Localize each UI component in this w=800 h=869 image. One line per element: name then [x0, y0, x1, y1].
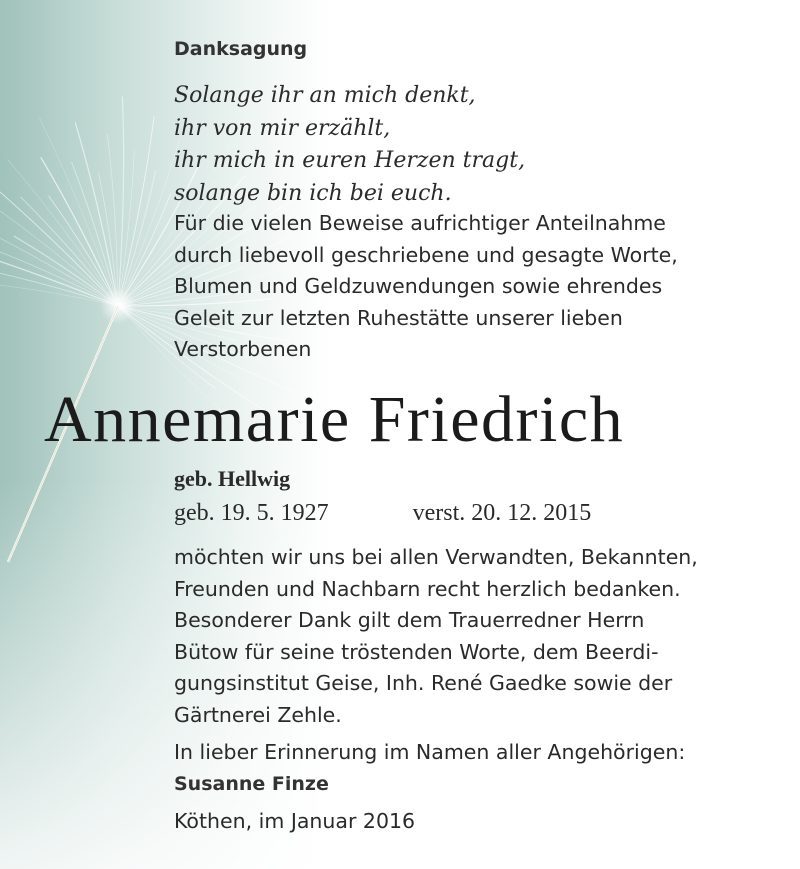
text-line: Gärtnerei Zehle.: [174, 702, 342, 727]
text-line: In lieber Erinnerung im Namen aller Angehörigen:: [174, 740, 686, 764]
closing-line: [174, 737, 685, 769]
birth-date: geb. 19. 5. 1927: [174, 500, 329, 526]
notice-heading: Danksagung: [174, 38, 308, 60]
text-line: Bütow für seine tröstenden Worte, dem Beerdi-: [174, 639, 659, 664]
text-line: Für die vielen Beweise aufrichtiger Anteilnahme: [174, 211, 666, 235]
place-date: Köthen, im Januar 2016: [174, 809, 416, 833]
signer-name: Susanne Finze: [174, 773, 329, 795]
poem-line: solange bin ich bei euch.: [174, 180, 452, 206]
text-line: Blumen und Geldzuwendungen sowie ehrendes: [174, 274, 663, 298]
deceased-name: Annemarie Friedrich: [44, 383, 625, 456]
text-line: Besonderer Dank gilt dem Trauerredner Herrn: [174, 608, 645, 632]
maiden-name: geb. Hellwig: [174, 466, 291, 491]
text-line: gungsinstitut Geise, Inh. René Gaedke sowie der: [174, 671, 673, 695]
intro-paragraph: [174, 208, 678, 366]
poem-line: Solange ihr an mich denkt,: [174, 83, 476, 108]
poem-line: ihr mich in euren Herzen tragt,: [174, 148, 526, 173]
text-line: Verstorbenen: [174, 337, 312, 361]
life-dates: [174, 500, 591, 527]
text-line: Geleit zur letzten Ruhestätte unserer lieben: [174, 305, 623, 330]
text-line: durch liebevoll geschriebene und gesagte Worte,: [174, 242, 678, 267]
poem-line: ihr von mir erzählt,: [174, 115, 391, 141]
poem: [174, 80, 525, 210]
text-line: Freunden und Nachbarn recht herzlich bedanken.: [174, 576, 681, 601]
text-line: möchten wir uns bei allen Verwandten, Bekannten,: [174, 545, 698, 569]
death-date: verst. 20. 12. 2015: [412, 500, 592, 526]
thanks-paragraph: [174, 542, 698, 731]
